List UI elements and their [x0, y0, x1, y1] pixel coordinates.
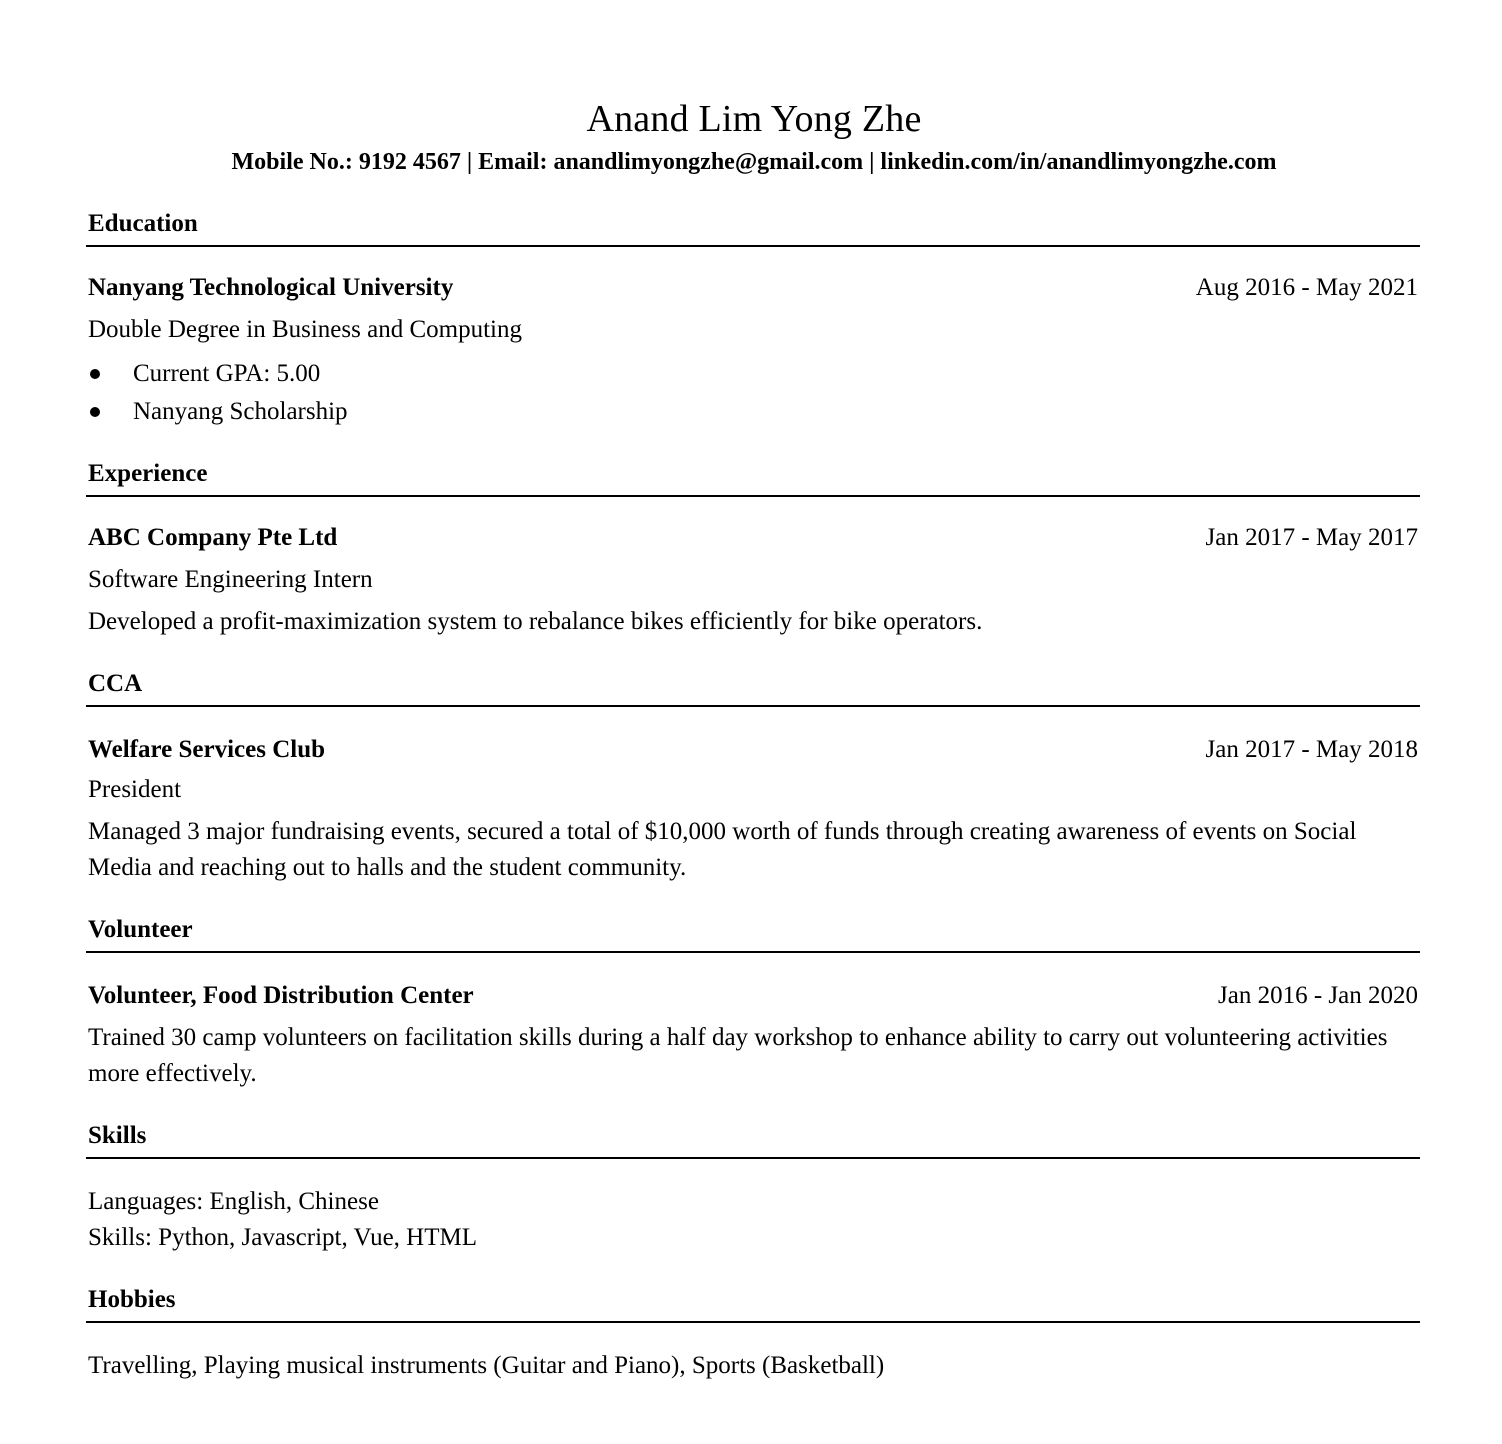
section-title-skills: Skills	[88, 1122, 147, 1149]
section-divider	[86, 1321, 1420, 1323]
candidate-name: Anand Lim Yong Zhe	[586, 98, 922, 140]
cca-description: Managed 3 major fundraising events, secured a total of $10,000 worth of funds through creating awareness of events on Social Media and reaching out to halls and the student community.	[88, 818, 1357, 881]
section-title-volunteer: Volunteer	[88, 916, 193, 943]
experience-dates: Jan 2017 - May 2017	[1205, 524, 1418, 551]
experience-description: Developed a profit-maximization system to rebalance bikes efficiently for bike operators.	[88, 608, 983, 635]
section-title-hobbies: Hobbies	[88, 1286, 176, 1313]
skills-technical: Skills: Python, Javascript, Vue, HTML	[88, 1224, 478, 1251]
skills-languages: Languages: English, Chinese	[88, 1188, 379, 1215]
bullet-text: Nanyang Scholarship	[133, 398, 348, 425]
bullet-text: Current GPA: 5.00	[133, 360, 321, 387]
contact-line: Mobile No.: 9192 4567 | Email: anandlimyongzhe@gmail.com | linkedin.com/in/anandlimyongzhe.com	[231, 149, 1277, 175]
section-title-education: Education	[88, 210, 198, 237]
bullet-dot-icon	[90, 407, 100, 417]
section-title-experience: Experience	[88, 460, 208, 487]
cca-dates: Jan 2017 - May 2018	[1205, 736, 1418, 763]
section-divider	[86, 245, 1420, 247]
degree: Double Degree in Business and Computing	[88, 316, 522, 343]
cca-role: President	[88, 776, 182, 803]
hobbies-text: Travelling, Playing musical instruments (Guitar and Piano), Sports (Basketball)	[88, 1352, 885, 1379]
bullet-dot-icon	[90, 369, 100, 379]
section-divider	[86, 705, 1420, 707]
volunteer-dates: Jan 2016 - Jan 2020	[1218, 982, 1418, 1009]
volunteer-role: Volunteer, Food Distribution Center	[88, 982, 474, 1009]
section-divider	[86, 495, 1420, 497]
institution-name: Nanyang Technological University	[88, 274, 454, 301]
volunteer-description: Trained 30 camp volunteers on facilitation skills during a half day workshop to enhance ability to carry out volunteering activities more effectively.	[88, 1024, 1388, 1087]
experience-role: Software Engineering Intern	[88, 566, 373, 593]
company-name: ABC Company Pte Ltd	[88, 524, 338, 551]
section-title-cca: CCA	[88, 670, 143, 697]
section-divider	[86, 951, 1420, 953]
section-divider	[86, 1157, 1420, 1159]
education-dates: Aug 2016 - May 2021	[1195, 274, 1418, 301]
cca-org-name: Welfare Services Club	[88, 736, 325, 763]
